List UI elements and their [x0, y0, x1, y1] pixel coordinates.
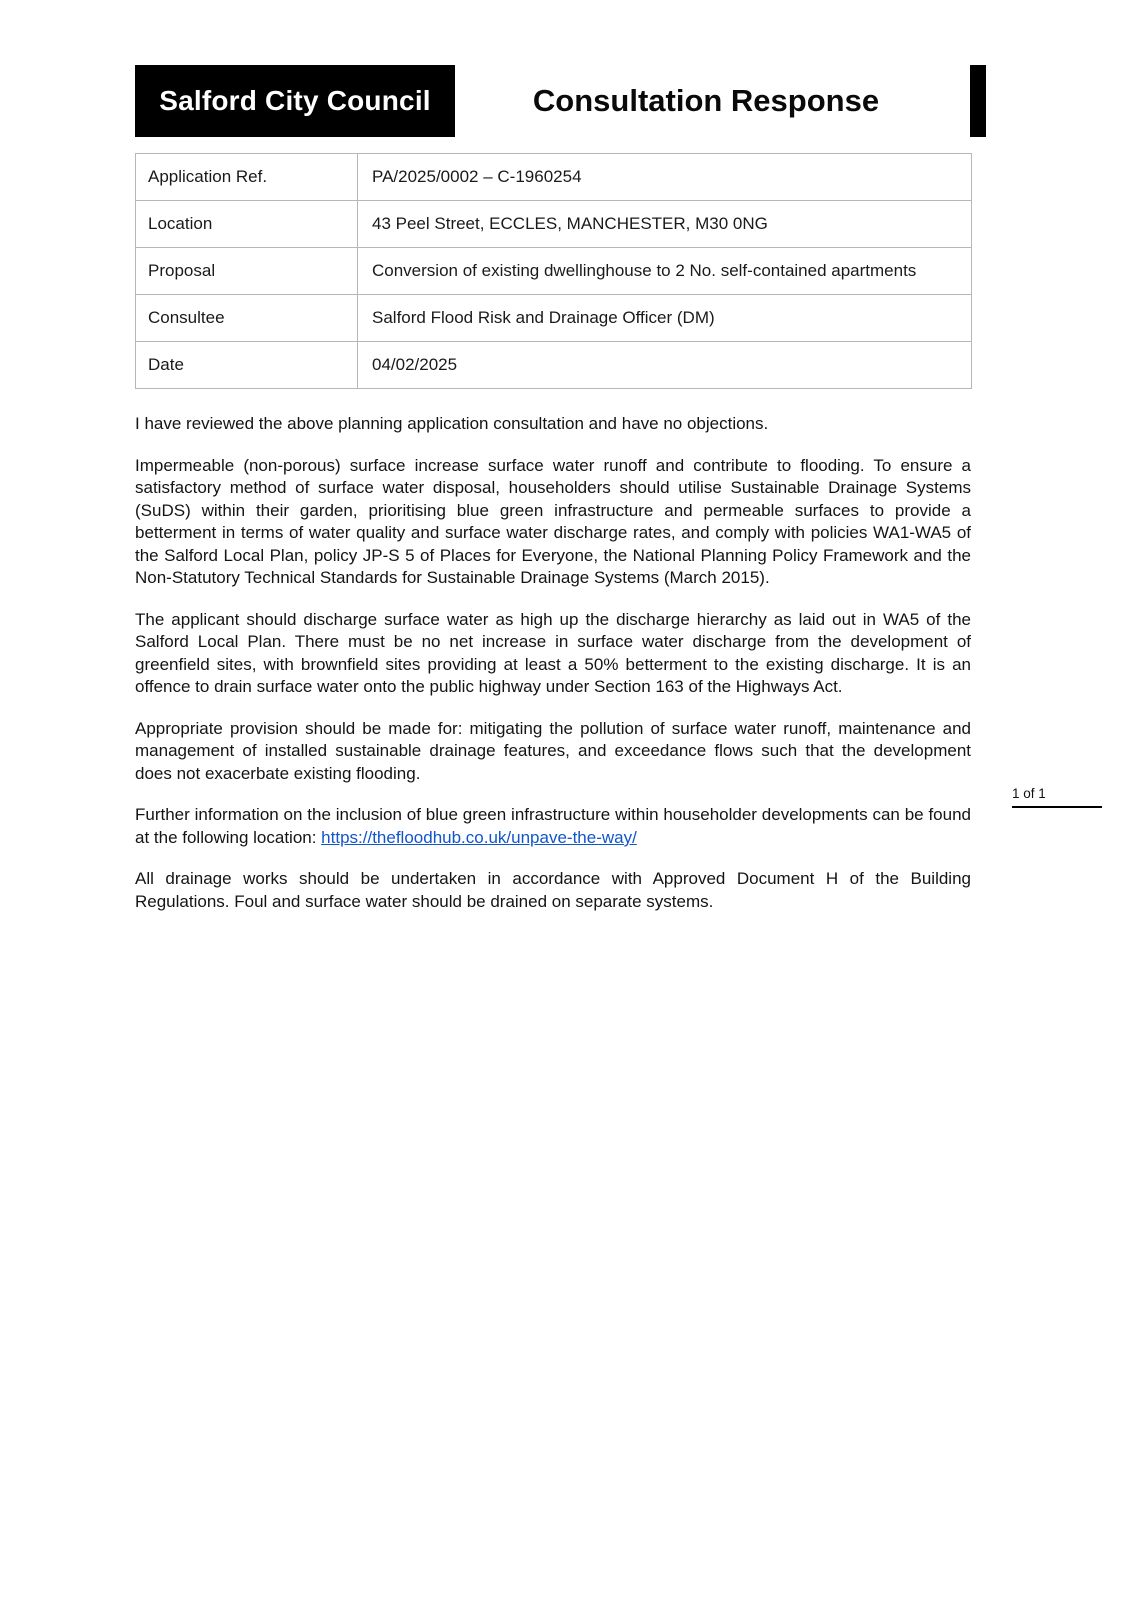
table-row [136, 295, 972, 342]
table-row [136, 342, 972, 389]
document-content [135, 65, 971, 932]
council-logo-text: Salford City Council [159, 85, 431, 116]
field-value: Salford Flood Risk and Drainage Officer (DM) [358, 295, 972, 342]
field-value: PA/2025/0002 – C-1960254 [358, 154, 972, 201]
page-number: 1 of 1 [1012, 786, 1102, 808]
field-label: Application Ref. [136, 154, 358, 201]
field-label: Location [136, 201, 358, 248]
field-label: Consultee [136, 295, 358, 342]
body-paragraph: The applicant should discharge surface water as high up the discharge hierarchy as laid out in WA5 of the Salford Local Plan. There must be no net increase in surface water discharge from the development of greenfield sites, with brownfield sites providing at least a 50% betterment to the existing discharge. It is an offence to drain surface water onto the public highway under Section 163 of the Highways Act. [135, 609, 971, 697]
body-paragraph-with-link [135, 804, 971, 849]
corner-accent-bar [970, 65, 986, 137]
field-label: Proposal [136, 248, 358, 295]
table-row [136, 248, 972, 295]
body-paragraph: All drainage works should be undertaken in accordance with Approved Document H of the Building Regulations. Foul and surface water should be drained on separate systems. [135, 869, 971, 911]
field-value: 43 Peel Street, ECCLES, MANCHESTER, M30 0NG [358, 201, 972, 248]
council-logo [135, 65, 455, 137]
floodhub-link[interactable]: https://thefloodhub.co.uk/unpave-the-way/ [321, 827, 637, 847]
details-table [135, 153, 972, 389]
field-value: Conversion of existing dwellinghouse to 2 No. self-contained apartments [358, 248, 972, 295]
field-label: Date [136, 342, 358, 389]
body-paragraph: Impermeable (non-porous) surface increase surface water runoff and contribute to flooding. To ensure a satisfactory method of surface water disposal, householders should utilise Sustainable Drainage Systems (SuDS) within their garden, prioritising blue green infrastructure and permeable surfaces to provide a betterment in terms of water quality and surface water discharge rates, and comply with policies WA1-WA5 of the Salford Local Plan, policy JP-S 5 of Places for Everyone, the National Planning Policy Framework and the Non-Statutory Technical Standards for Sustainable Drainage Systems (March 2015). [135, 455, 971, 588]
document-header [135, 65, 971, 137]
table-row [136, 154, 972, 201]
document-body [135, 413, 971, 913]
document-title: Consultation Response [532, 83, 880, 118]
table-row [136, 201, 972, 248]
body-paragraph: Appropriate provision should be made for: mitigating the pollution of surface water runoff, maintenance and management of installed sustainable drainage features, and exceedance flows such that the development does not exacerbate existing flooding. [135, 718, 971, 783]
link-paragraph-prefix: Further information on the inclusion of blue green infrastructure within householder developments can be found at the following location: [135, 805, 971, 847]
body-paragraph: I have reviewed the above planning application consultation and have no objections. [135, 414, 769, 434]
field-value: 04/02/2025 [358, 342, 972, 389]
